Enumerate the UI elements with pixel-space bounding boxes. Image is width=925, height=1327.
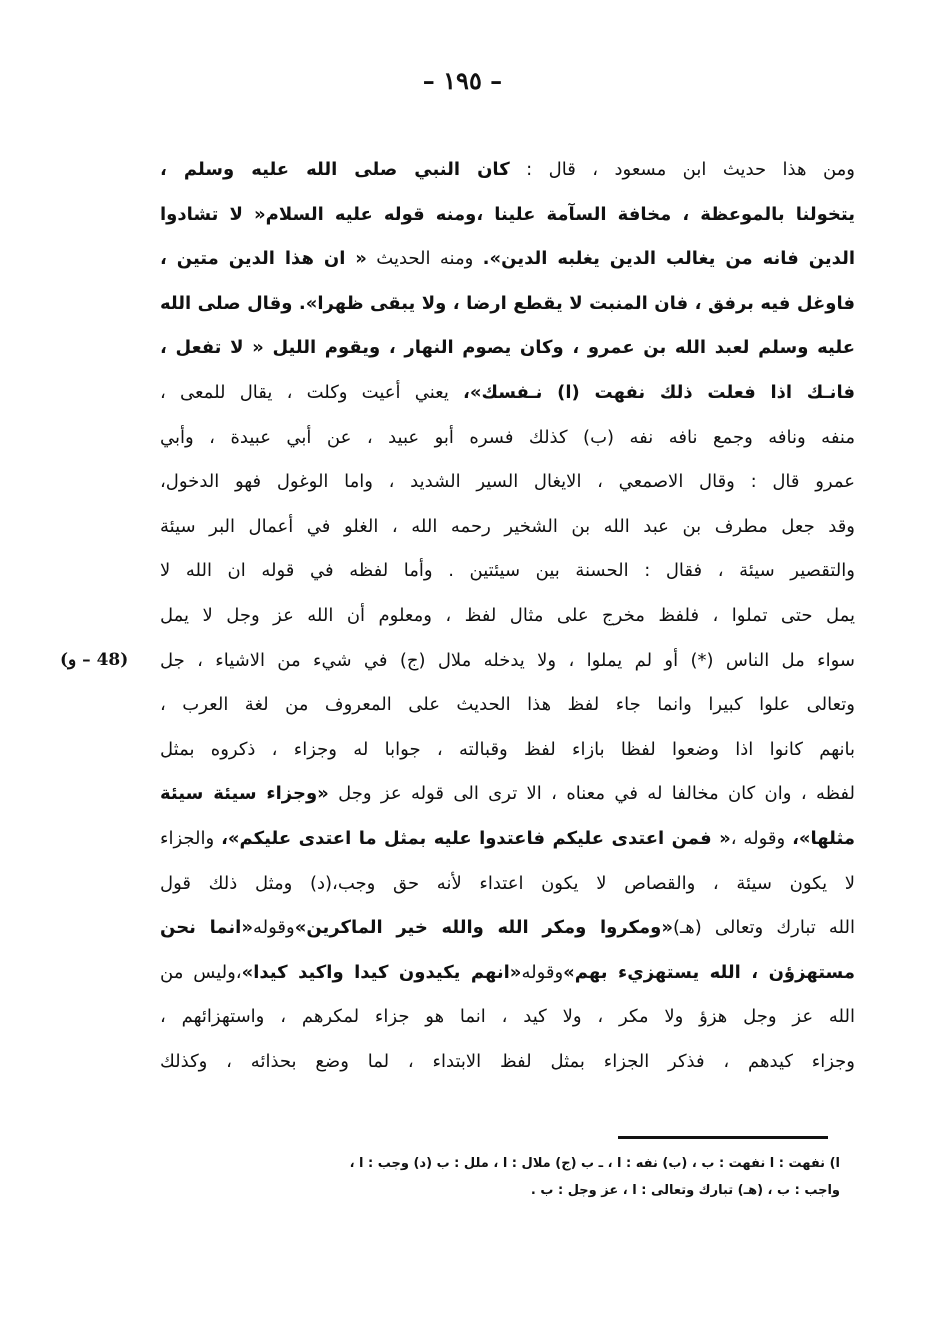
bold-segment: يتخولنا بالموعظة ، مخافة السآمة علينا ،ومنه قوله عليه السلام« لا تشادوا (160, 203, 855, 225)
bold-segment: «انهم يكيدون كيدا واكيد كيدا» (241, 961, 522, 983)
text-segment: يعني أعيت وكلت ، يقال للمعى ، (160, 381, 464, 403)
text-line (160, 193, 855, 238)
text-segment: وقد جعل مطرف بن عبد الله بن الشخير رحمه الله ، الغلو في أعمال البر سيئة (160, 515, 855, 537)
text-segment: الله عز وجل هزؤ ولا مكر ، ولا كيد ، انما هو جزاء لمكرهم ، واستهزائهم ، (160, 1006, 855, 1028)
text-line (160, 549, 855, 594)
page-number: – ١٩٥ – (422, 66, 503, 95)
text-segment: وقوله (521, 961, 564, 983)
text-line (160, 995, 855, 1040)
text-line (160, 1040, 855, 1085)
text-segment: منفه ونافه وجمع نافه نفه (ب) كذلك فسره أبو عبيد ، عن أبي عبيدة ، وأبي (160, 426, 855, 448)
text-segment: وتعالى علوا كبيرا وانما جاء لفظ هذا الحديث على المعروف من لغة العرب ، (160, 694, 855, 716)
text-segment: بانهم كانوا اذا وضعوا لفظا بازاء لفظ وقبالته ، جوابا له وجزاء ، ذكروه بمثل (160, 738, 855, 760)
text-line (160, 237, 855, 282)
text-line (160, 148, 855, 193)
text-line (160, 817, 855, 862)
text-line (160, 460, 855, 505)
footnote-line: واجب : ب ، (هـ) تبارك وتعالى : ا ، عز وجل : ب . (530, 1183, 840, 1198)
text-line (160, 326, 855, 371)
margin-note: (48 – و) (60, 650, 129, 670)
bold-segment: «وجزاء سيئة سيئة (160, 783, 329, 805)
footnotes (160, 1150, 840, 1204)
text-segment: وقوله (252, 917, 295, 939)
text-segment: وجزاء كيدهم ، فذكر الجزاء بمثل لفظ الابتداء ، لما وضع بحذائه ، وكذلك (160, 1050, 855, 1072)
text-line (160, 728, 855, 773)
text-segment: ،وليس من (160, 961, 242, 983)
bold-segment: مستهزؤن ، الله يستهزيء بهم» (563, 961, 855, 983)
text-segment: وقوله ، (730, 827, 793, 849)
bold-segment: « ان هذا الدين متين ، (160, 248, 367, 270)
text-line (160, 282, 855, 327)
footnote-rule (618, 1136, 828, 1139)
text-line (160, 505, 855, 550)
text-line (160, 594, 855, 639)
text-line (160, 683, 855, 728)
bold-segment: مثلها»، (792, 827, 855, 849)
text-segment: والجزاء (160, 827, 222, 849)
text-segment: ومنه الحديث (366, 248, 483, 270)
text-segment: والتقصير سيئة ، فقال : الحسنة بين سيئتين . وأما لفظه في قوله ان الله لا (160, 560, 855, 582)
bold-segment: فانـك اذا فعلت ذلك نفهت (ا) نـفسك»، (463, 381, 855, 403)
bold-segment: فاوغل فيه برفق ، فان المنبت لا يقطع ارضا ، ولا يبقى ظهرا». وقال صلى الله (160, 292, 855, 314)
bold-segment: الدين فانه من يغالب الدين يغلبه الدين». (482, 248, 855, 270)
text-line (160, 906, 855, 951)
text-line (160, 639, 855, 684)
text-segment: عمرو قال : وقال الاصمعي ، الايغال السير الشديد ، واما الوغول فهو الدخول، (160, 471, 855, 493)
text-line (160, 862, 855, 907)
text-segment: لفظه ، وان كان مخالفا له في معناه ، الا ترى الى قوله عز وجل (328, 783, 855, 805)
text-segment: الله تبارك وتعالى (هـ) (672, 917, 855, 939)
bold-segment: «انما نحن (160, 917, 253, 939)
footnote-line: ا) نفهت : ا نفهت : ب ، (ب) نفه : ا ، ـ ب (ج) ملال : ا ، ملل : ب (د) وجب : ا ، (349, 1156, 840, 1171)
text-line (160, 371, 855, 416)
bold-segment: عليه وسلم لعبد الله بن عمرو ، وكان يصوم النهار ، ويقوم الليل « لا تفعل ، (160, 337, 855, 359)
text-segment: ومن هذا حديث ابن مسعود ، قال : (509, 159, 855, 180)
body-text (160, 148, 855, 1084)
text-segment: سواء مل الناس (*) أو لم يملوا ، ولا يدخله ملال (ج) في شيء من الاشياء ، جل (160, 649, 855, 671)
bold-segment: « فمن اعتدى عليكم فاعتدوا عليه بمثل ما اعتدى عليكم»، (221, 827, 731, 849)
text-segment: يمل حتى تملوا ، فلفظ مخرج على مثال لفظ ، ومعلوم أن الله عز وجل لا يمل (160, 604, 855, 626)
bold-segment: كان النبي صلى الله عليه وسلم ، (160, 159, 510, 180)
text-line (160, 772, 855, 817)
text-line (160, 951, 855, 996)
text-segment: لا يكون سيئة ، والقصاص لا يكون اعتداء لأنه حق وجب،(د) ومثل ذلك قول (160, 872, 855, 894)
text-line (160, 416, 855, 461)
bold-segment: «ومكروا ومكر الله والله خير الماكرين» (294, 917, 673, 939)
